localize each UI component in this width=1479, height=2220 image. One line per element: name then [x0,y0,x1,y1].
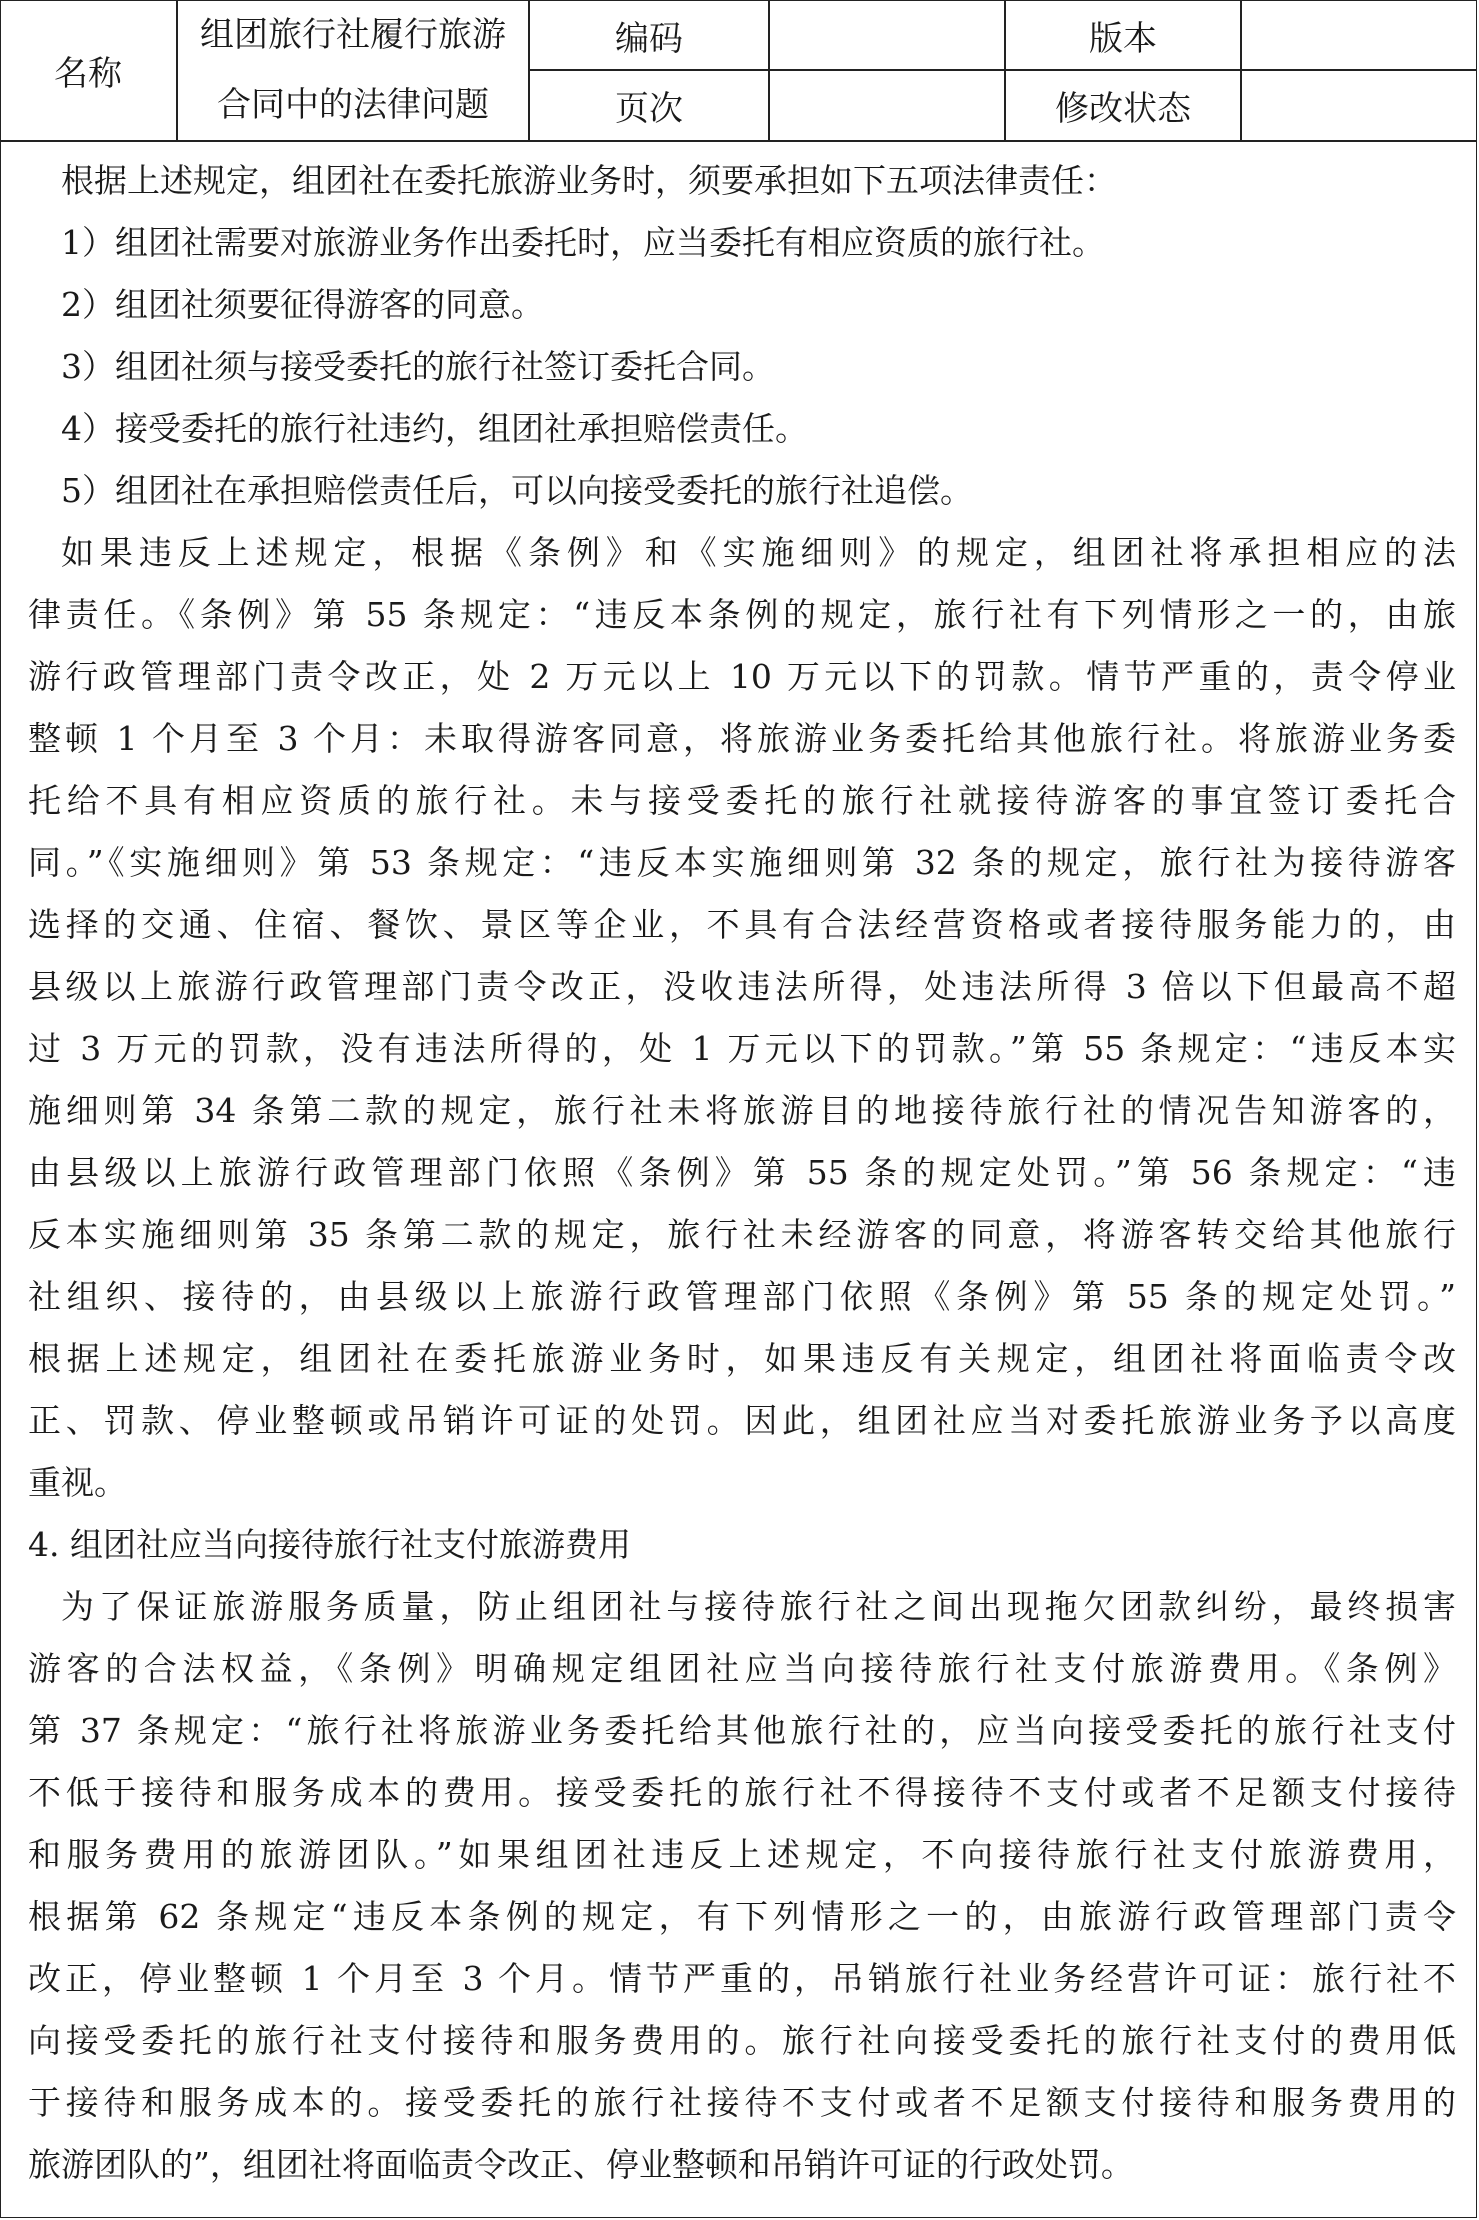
doc-title-line2: 合同中的法律问题 [217,85,489,125]
code-value-cell [770,0,1006,70]
paragraph-line: 为了保证旅游服务质量，防止组团社与接待旅行社之间出现拖欠团款纠纷，最终损害 [61,1587,1456,1626]
paragraph-line: 第 37 条规定：“旅行社将旅游业务委托给其他旅行社的，应当向接受委托的旅行社支付 [28,1711,1456,1750]
paragraph-line: 整顿 1 个月至 3 个月：未取得游客同意，将旅游业务委托给其他旅行社。将旅游业务委 [28,719,1456,758]
code-label-cell [530,0,770,70]
document-body [28,150,1456,2196]
page-label-cell [530,71,770,140]
paragraph-line: 游客的合法权益，《条例》明确规定组团社应当向接待旅行社支付旅游费用。《条例》 [28,1649,1456,1688]
paragraph-line: 施细则第 34 条第二款的规定，旅行社未将旅游目的地接待旅行社的情况告知游客的， [28,1091,1456,1130]
paragraph-line: 根据第 62 条规定“违反本条例的规定，有下列情形之一的，由旅游行政管理部门责令 [28,1897,1456,1936]
name-label-cell [0,0,178,140]
version-value-cell [1242,0,1477,70]
paragraph-line: 如果违反上述规定，根据《条例》和《实施细则》的规定，组团社将承担相应的法 [61,533,1456,572]
paragraph-line: 根据上述规定，组团社在委托旅游业务时，须要承担如下五项法律责任： [61,161,1117,200]
paragraph-line: 不低于接待和服务成本的费用。接受委托的旅行社不得接待不支付或者不足额支付接待 [28,1773,1456,1812]
paragraph-line: 根据上述规定，组团社在委托旅游业务时，如果违反有关规定，组团社将面临责令改 [28,1339,1456,1378]
name-label: 名称 [54,53,122,94]
paragraph-line: 重视。 [28,1463,127,1502]
list-item: 5）组团社在承担赔偿责任后，可以向接受委托的旅行社追偿。 [61,471,973,510]
paragraph-line: 过 3 万元的罚款，没有违法所得的，处 1 万元以下的罚款。”第 55 条规定：“违反本实 [28,1029,1456,1068]
paragraph-line: 反本实施细则第 35 条第二款的规定，旅行社未经游客的同意，将游客转交给其他旅行 [28,1215,1456,1254]
paragraph-line: 正、罚款、停业整顿或吊销许可证的处罚。因此，组团社应当对委托旅游业务予以高度 [28,1401,1456,1440]
list-item: 3）组团社须与接受委托的旅行社签订委托合同。 [61,347,775,386]
paragraph-line: 同。”《实施细则》第 53 条规定：“违反本实施细则第 32 条的规定，旅行社为接待游客 [28,843,1456,882]
paragraph-line: 由县级以上旅游行政管理部门依照《条例》第 55 条的规定处罚。”第 56 条规定：“违 [28,1153,1456,1192]
paragraph-line: 向接受委托的旅行社支付接待和服务费用的。旅行社向接受委托的旅行社支付的费用低 [28,2021,1456,2060]
revision-label: 修改状态 [1055,89,1191,129]
list-item: 4）接受委托的旅行社违约，组团社承担赔偿责任。 [61,409,808,448]
code-label: 编码 [615,18,683,59]
paragraph-line: 县级以上旅游行政管理部门责令改正，没收违法所得，处违法所得 3 倍以下但最高不超 [28,967,1456,1006]
revision-value-cell [1242,71,1477,140]
list-item: 1）组团社需要对旅游业务作出委托时，应当委托有相应资质的旅行社。 [61,223,1105,262]
page-label: 页次 [615,89,683,129]
section-heading: 4. 组团社应当向接待旅行社支付旅游费用 [28,1525,631,1564]
paragraph-line: 律责任。《条例》第 55 条规定：“违反本条例的规定，旅行社有下列情形之一的，由旅 [28,595,1456,634]
document-header-table [0,0,1477,142]
list-item: 2）组团社须要征得游客的同意。 [61,285,544,324]
paragraph-line: 于接待和服务成本的。接受委托的旅行社接待不支付或者不足额支付接待和服务费用的 [28,2083,1456,2122]
version-label-cell [1006,0,1242,70]
page-value-cell [770,71,1006,140]
paragraph-line: 游行政管理部门责令改正，处 2 万元以上 10 万元以下的罚款。情节严重的，责令停业 [28,657,1456,696]
paragraph-line: 改正，停业整顿 1 个月至 3 个月。情节严重的，吊销旅行社业务经营许可证：旅行社不 [28,1959,1456,1998]
paragraph-line: 社组织、接待的，由县级以上旅游行政管理部门依照《条例》第 55 条的规定处罚。” [28,1277,1456,1316]
doc-title-line1: 组团旅行社履行旅游 [200,15,506,55]
paragraph-line: 旅游团队的”，组团社将面临责令改正、停业整顿和吊销许可证的行政处罚。 [28,2145,1134,2184]
doc-title-cell [178,0,530,140]
revision-label-cell [1006,71,1242,140]
paragraph-line: 托给不具有相应资质的旅行社。未与接受委托的旅行社就接待游客的事宜签订委托合 [28,781,1456,820]
paragraph-line: 选择的交通、住宿、餐饮、景区等企业，不具有合法经营资格或者接待服务能力的，由 [28,905,1456,944]
version-label: 版本 [1089,18,1157,59]
paragraph-line: 和服务费用的旅游团队。”如果组团社违反上述规定，不向接待旅行社支付旅游费用， [28,1835,1456,1874]
